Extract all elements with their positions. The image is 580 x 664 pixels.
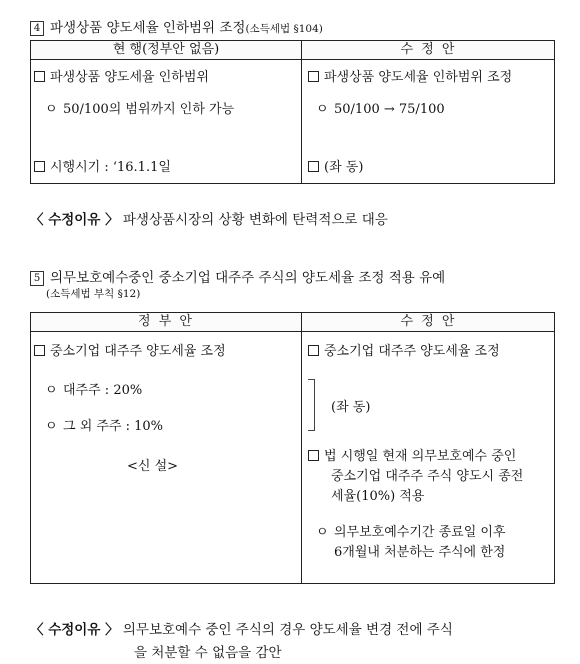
list-item-continuation: 6개월내 처분하는 주식에 한정 — [334, 545, 506, 560]
reason-label: 〈 수정이유 〉 — [30, 622, 119, 638]
bracket-icon — [308, 379, 315, 431]
reason-text: 파생상품시장의 상황 변화에 탄력적으로 대응 — [122, 212, 388, 228]
list-item-continuation: 중소기업 대주주 주식 양도시 종전 — [331, 469, 524, 484]
list-item: 중소기업 대주주 양도세율 조정 — [34, 340, 226, 359]
section-4-title-text: 파생상품 양도세율 인하범위 조정 — [50, 20, 246, 36]
checkbox-icon — [34, 345, 45, 356]
list-item: ㅇ 50/100 → 75/100 — [316, 98, 445, 117]
header-government: 정 부 안 — [138, 314, 194, 329]
table-header — [31, 313, 554, 332]
list-item: ㅇ 그 외 주주 : 10% — [45, 415, 163, 434]
boxed-number-icon: 5 — [30, 271, 44, 286]
header-revised: 수 정 안 — [400, 314, 457, 329]
header-current: 현 행(정부안 없음) — [112, 42, 220, 57]
header-revised: 수 정 안 — [400, 42, 457, 57]
circle-bullet-icon: ㅇ — [45, 419, 58, 434]
section-4-table — [30, 40, 555, 184]
reason-label: 〈 수정이유 〉 — [30, 212, 119, 228]
section-4-law: (소득세법 §104) — [245, 23, 323, 35]
reason-text-continuation: 을 처분할 수 없음을 감안 — [134, 645, 282, 661]
circle-bullet-icon: ㅇ — [45, 383, 58, 398]
list-item: ㅇ 의무보호예수기간 종료일 이후 — [316, 521, 506, 540]
same-as-left: (좌 동) — [331, 400, 371, 415]
section-5-title — [30, 266, 445, 286]
list-item: 파생상품 양도세율 인하범위 — [34, 66, 209, 85]
section-5-reason — [30, 618, 453, 638]
checkbox-icon — [308, 71, 319, 82]
table-header — [31, 41, 554, 60]
circle-bullet-icon: ㅇ — [316, 102, 329, 117]
checkbox-icon — [308, 161, 319, 172]
list-item: (좌 동) — [308, 156, 363, 175]
circle-bullet-icon: ㅇ — [316, 525, 329, 540]
circle-bullet-icon: ㅇ — [45, 102, 58, 117]
column-divider — [301, 41, 302, 183]
new-provision-label: <신 설> — [127, 459, 179, 474]
checkbox-icon — [308, 345, 319, 356]
list-item: ㅇ 50/100의 범위까지 인하 가능 — [45, 98, 234, 117]
list-item: 중소기업 대주주 양도세율 조정 — [308, 340, 500, 359]
section-4-title — [30, 16, 323, 36]
checkbox-icon — [34, 161, 45, 172]
section-4-reason — [30, 208, 388, 228]
list-item: 법 시행일 현재 의무보호예수 중인 — [308, 445, 516, 464]
section-5-title-text: 의무보호예수중인 중소기업 대주주 주식의 양도세율 조정 적용 유예 — [50, 270, 446, 286]
list-item: 파생상품 양도세율 인하범위 조정 — [308, 66, 512, 85]
column-divider — [301, 313, 302, 583]
checkbox-icon — [34, 71, 45, 82]
list-item: ㅇ 대주주 : 20% — [45, 379, 142, 398]
checkbox-icon — [308, 450, 319, 461]
section-5-law: (소득세법 부칙 §12) — [46, 288, 141, 300]
boxed-number-icon: 4 — [30, 21, 44, 36]
list-item: 시행시기 : ‘16.1.1일 — [34, 156, 171, 175]
list-item-continuation: 세율(10%) 적용 — [331, 489, 425, 504]
reason-text: 의무보호예수 중인 주식의 경우 양도세율 변경 전에 주식 — [122, 622, 453, 638]
section-5-table — [30, 312, 555, 584]
